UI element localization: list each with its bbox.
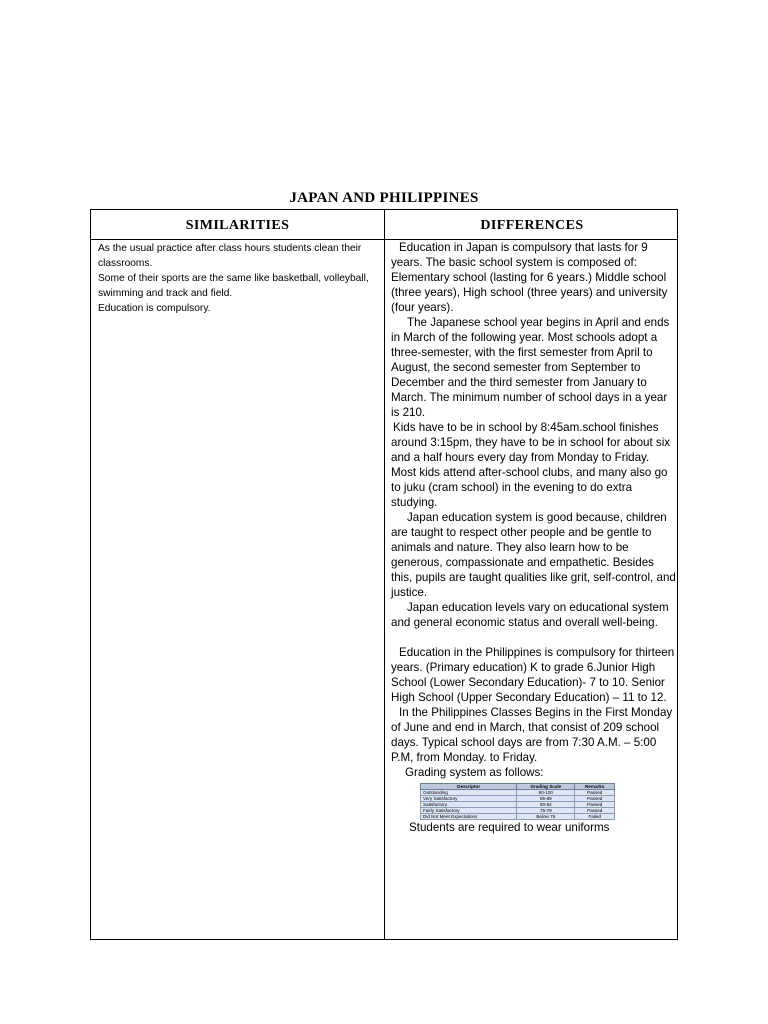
differences-cell [391,240,676,835]
grading-scale: 80-84 [517,802,575,808]
similarities-cell [98,241,380,316]
similarity-item: As the usual practice after class hours students clean their classrooms. [98,243,362,269]
grading-table [420,783,615,820]
difference-paragraph: Japan education levels vary on educational system and general economic status and overall well-being. [391,601,669,629]
grading-remark: Passed [575,802,615,808]
paragraph-gap [391,630,676,645]
grading-descriptor: Did Not Meet Expectations [421,814,517,820]
column-divider [384,210,385,939]
grading-remark: Passed [575,808,615,814]
grading-intro: Grading system as follows: [405,766,544,779]
difference-paragraph: Education in Japan is compulsory that lasts for 9 years. The basic school system is composed of: Elementary school (lasting for 6 years.) Middle school (three years), High school (three years) and university (four years). [391,241,668,314]
grading-remark: Passed [575,790,615,796]
table-row [421,814,615,820]
difference-paragraph: The Japanese school year begins in April and ends in March of the following year. Most schools adopt a three-semester, with the first semester from April to August, the second semester from September to December and the third semester from January to March. The minimum number of school days in a year is 210. [391,316,670,419]
difference-paragraph: Education in the Philippines is compulsory for thirteen years. (Primary education) K to grade 6.Junior High School (Lower Secondary Education)- 7 to 10. Senior High School (Upper Secondary Education) – 11 to 12. [391,646,675,704]
grading-scale: Below 75 [517,814,575,820]
grading-header-cell: Grading Scale [517,784,575,790]
grading-scale: 90-100 [517,790,575,796]
grading-descriptor: Fairly Satisfactory [421,808,517,814]
grading-descriptor: Satisfactory [421,802,517,808]
grading-descriptor: Outstanding [421,790,517,796]
grading-remark: Failed [575,814,615,820]
grading-scale: 75-79 [517,808,575,814]
similarity-item: Some of their sports are the same like basketball, volleyball, swimming and track and field. [98,273,369,299]
similarity-item: Education is compulsory. [98,303,211,314]
grading-scale: 85-89 [517,796,575,802]
difference-paragraph: In the Philippines Classes Begins in the First Monday of June and end in March, that consist of 209 school days. Typical school days are from 7:30 A.M. – 5:00 P.M, from Monday. to Friday. [391,706,673,764]
uniform-note: Students are required to wear uniforms [409,821,610,834]
differences-header: DIFFERENCES [480,218,584,233]
grading-header-cell: Descriptor [421,784,517,790]
grading-descriptor: Very Satisfactory [421,796,517,802]
similarities-header: SIMILARITIES [185,218,290,233]
difference-paragraph: Kids have to be in school by 8:45am.school finishes around 3:15pm, they have to be in school for about six and a half hours every day from Monday to Friday. Most kids attend after-school clubs, and many also go to juku (cram school) in the evening to do extra studying. [391,421,671,509]
difference-paragraph: Japan education system is good because, children are taught to respect other people and be gentle to animals and nature. They also learn how to be generous, compassionate and empathetic. Besides this, pupils are taught qualities like grit, self-control, and justice. [391,511,676,599]
grading-header-cell: Remarks [575,784,615,790]
grading-remark: Passed [575,796,615,802]
document-title: JAPAN AND PHILIPPINES [289,190,479,206]
